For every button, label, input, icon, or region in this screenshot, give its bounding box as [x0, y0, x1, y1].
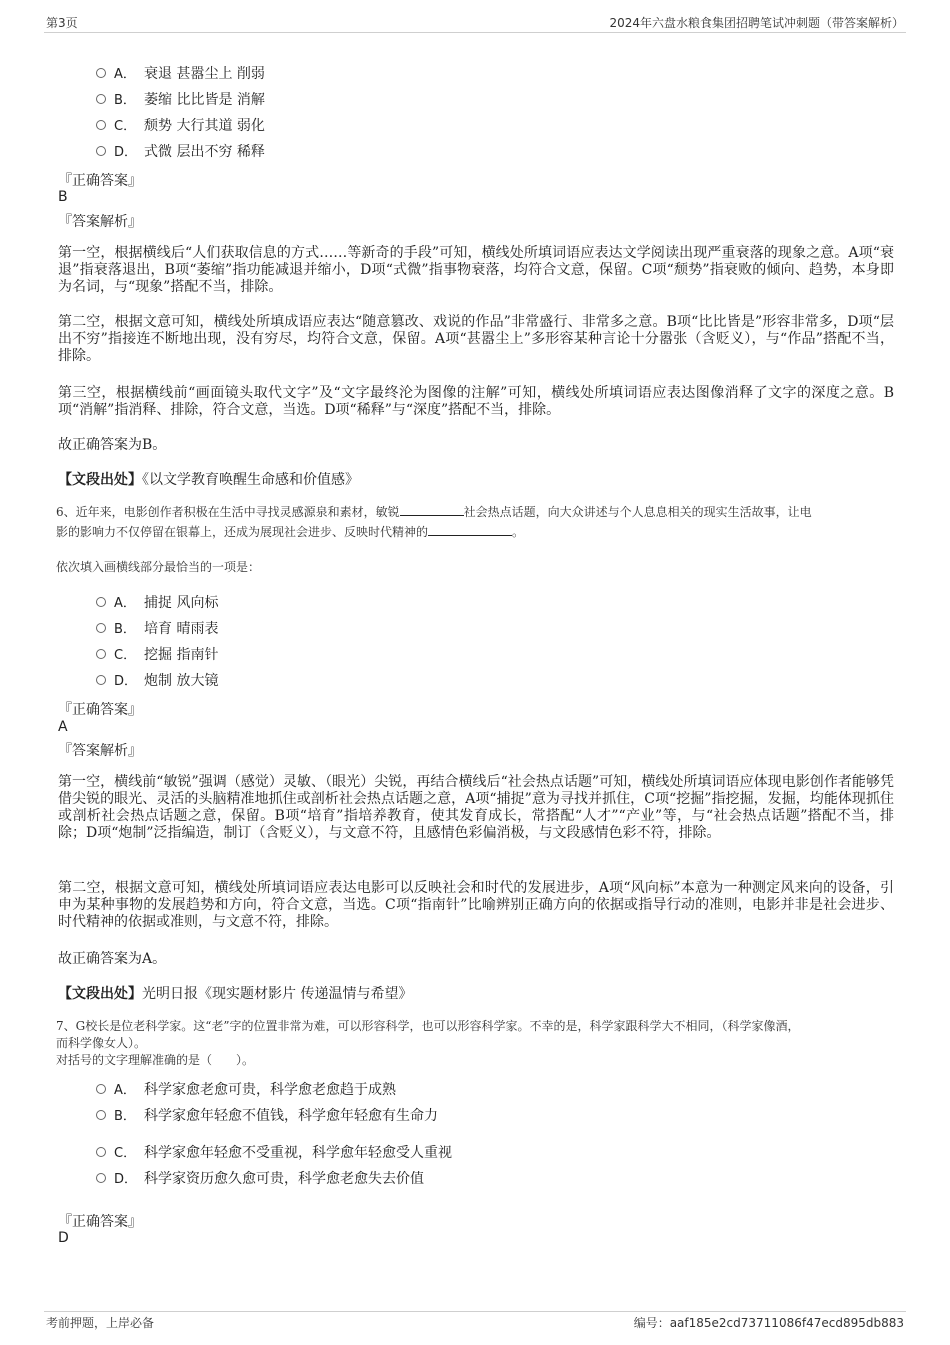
source-line: 【文段出处】光明日报《现实题材影片 传递温情与希望》 — [58, 986, 413, 1002]
analysis-conclusion: 故正确答案为B。 — [58, 437, 167, 453]
option-d[interactable]: D． 炮制 放大镜 — [96, 672, 218, 690]
option-a[interactable]: A． 捕捉 风向标 — [96, 594, 218, 612]
analysis-paragraph: 第一空，横线前“敏锐”强调（感觉）灵敏、（眼光）尖锐，再结合横线后“社会热点话题”可知，横线处所填词语应体现电影创作者能够凭借尖锐的眼光、灵活的头脑精准地抓住或剖析社会热点话题之意，A项“捕捉”意为寻找并抓住，C项“挖掘”指挖掘，发掘，均能体现抓住或剖析社会热点话题之意，保留。B项“培育”指培养教育，使其发育成长，常搭配“人才”“产业”等，与“社会热点话题”搭配不当，排除；D项“炮制”泛指编造，制订（含贬义），与文意不符，且感情色彩偏消极，与文段感情色彩不符，排除。 — [58, 774, 894, 841]
option-d[interactable]: D． 科学家资历愈久愈可贵，科学愈老愈失去价值 — [96, 1170, 424, 1188]
page-number: 第3页 — [46, 16, 78, 30]
answer-label: 『正确答案』 — [58, 702, 142, 718]
footer-slogan: 考前押题，上岸必备 — [46, 1316, 155, 1330]
question-text: 6、近年来，电影创作者积极在生活中寻找灵感源泉和素材，敏锐 社会热点话题，向大众讲述与个人息息相关的现实生活故事，让电 影的影响力不仅停留在银幕上，还成为展现社会进步、反映时代精神的 。 — [56, 505, 812, 539]
option-a[interactable]: A． 衰退 甚嚣尘上 削弱 — [96, 65, 265, 83]
radio-icon[interactable] — [96, 1110, 106, 1120]
header-divider — [44, 32, 906, 33]
radio-icon[interactable] — [96, 68, 106, 78]
answer-label: 『正确答案』 — [58, 173, 142, 189]
answer-value: D — [58, 1230, 69, 1246]
option-c[interactable]: C． 颓势 大行其道 弱化 — [96, 117, 265, 135]
footer-divider — [44, 1311, 906, 1312]
analysis-label: 『答案解析』 — [58, 743, 142, 759]
radio-icon[interactable] — [96, 675, 106, 685]
radio-icon[interactable] — [96, 597, 106, 607]
radio-icon[interactable] — [96, 120, 106, 130]
option-d[interactable]: D． 式微 层出不穷 稀释 — [96, 143, 265, 161]
fill-blank — [400, 503, 464, 516]
analysis-paragraph: 第二空，根据文意可知，横线处所填成语应表达“随意篡改、戏说的作品”非常盛行、非常多之意。B项“比比皆是”形容非常多，D项“层出不穷”指接连不断地出现，没有穷尽，均符合文意，保留。A项“甚嚣尘上”多形容某种言论十分嚣张（含贬义），与“作品”搭配不当，排除。 — [58, 314, 894, 364]
answer-label: 『正确答案』 — [58, 1214, 142, 1230]
source-line: 【文段出处】《以文学教育唤醒生命感和价值感》 — [58, 472, 359, 488]
analysis-paragraph: 第三空，根据横线前“画面镜头取代文字”及“文字最终沦为图像的注解”可知，横线处所填词语应表达图像消释了文字的深度之意。B项“消解”指消释、排除，符合文意，当选。D项“稀释”与“深度”搭配不当，排除。 — [58, 385, 894, 418]
analysis-paragraph: 第二空，根据文意可知，横线处所填词语应表达电影可以反映社会和时代的发展进步，A项“风向标”本意为一种测定风来向的设备，引申为某种事物的发展趋势和方向，符合文意，当选。C项“指南针”比喻辨别正确方向的依据或指导行动的准则，电影并非是社会进步、时代精神的依据或准则，与文意不符，排除。 — [58, 880, 894, 930]
answer-value: A — [58, 719, 68, 735]
document-title: 2024年六盘水粮食集团招聘笔试冲刺题（带答案解析） — [609, 16, 904, 30]
option-c[interactable]: C． 科学家愈年轻愈不受重视，科学愈年轻愈受人重视 — [96, 1144, 452, 1162]
answer-value: B — [58, 189, 68, 205]
radio-icon[interactable] — [96, 1173, 106, 1183]
radio-icon[interactable] — [96, 649, 106, 659]
radio-icon[interactable] — [96, 1147, 106, 1157]
document-id: 编号：aaf185e2cd73711086f47ecd895db883 — [633, 1316, 904, 1330]
radio-icon[interactable] — [96, 94, 106, 104]
radio-icon[interactable] — [96, 623, 106, 633]
option-b[interactable]: B． 萎缩 比比皆是 消解 — [96, 91, 265, 109]
analysis-conclusion: 故正确答案为A。 — [58, 951, 167, 967]
radio-icon[interactable] — [96, 146, 106, 156]
radio-icon[interactable] — [96, 1084, 106, 1094]
fill-blank — [428, 523, 512, 536]
option-b[interactable]: B． 科学家愈年轻愈不值钱，科学愈年轻愈有生命力 — [96, 1107, 438, 1125]
question-prompt: 依次填入画横线部分最恰当的一项是： — [56, 560, 261, 574]
question-text: 7、G校长是位老科学家。这“老”字的位置非常为难，可以形容科学，也可以形容科学家。不幸的是，科学家跟科学大不相同，（科学家像酒， 而科学像女人）。 对括号的文字理解准确的是（ ）。 — [56, 1019, 800, 1067]
option-b[interactable]: B． 培育 晴雨表 — [96, 620, 218, 638]
option-a[interactable]: A． 科学家愈老愈可贵，科学愈老愈趋于成熟 — [96, 1081, 396, 1099]
analysis-paragraph: 第一空，根据横线后“人们获取信息的方式……等新奇的手段”可知，横线处所填词语应表达文学阅读出现严重衰落的现象之意。A项“衰退”指衰落退出，B项“萎缩”指功能减退并缩小，D项“式微”指事物衰落，均符合文意，保留。C项“颓势”指衰败的倾向、趋势，本身即为名词，与“现象”搭配不当，排除。 — [58, 245, 894, 295]
option-c[interactable]: C． 挖掘 指南针 — [96, 646, 218, 664]
analysis-label: 『答案解析』 — [58, 214, 142, 230]
